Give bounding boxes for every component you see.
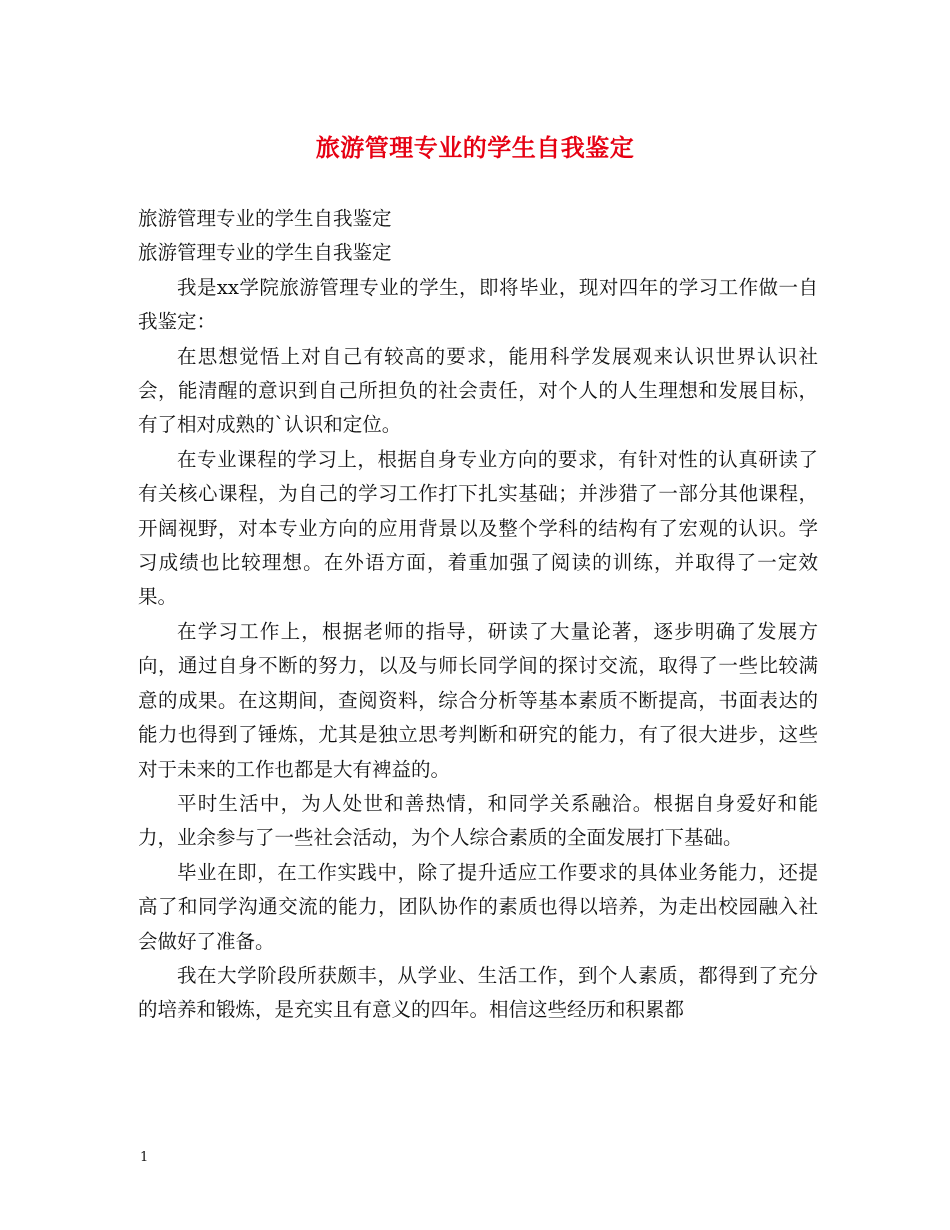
paragraph-daily-life: 平时生活中，为人处世和善热情，和同学关系融洽。根据自身爱好和能力，业余参与了一些社会活动，为个人综合素质的全面发展打下基础。 (138, 791, 818, 850)
paragraph-study-work: 在学习工作上，根据老师的指导，研读了大量论著，逐步明确了发展方向，通过自身不断的努力，以及与师长同学间的探讨交流，取得了一些比较满意的成果。在这期间，查阅资料，综合分析等基本素质不断提高，书面表达的能力也得到了锤炼，尤其是独立思考判断和研究的能力，有了很大进步，这些对于未来的工作也都是大有裨益的。 (138, 619, 818, 781)
paragraph-ideology: 在思想觉悟上对自己有较高的要求，能用科学发展观来认识世界认识社会，能清醒的意识到自己所担负的社会责任，对个人的人生理想和发展目标，有了相对成熟的`认识和定位。 (138, 344, 818, 437)
paragraph-summary: 我在大学阶段所获颇丰，从学业、生活工作，到个人素质，都得到了充分的培养和锻炼，是充实且有意义的四年。相信这些经历和积累都 (138, 963, 818, 1022)
document-body (138, 202, 818, 1028)
paragraph-courses: 在专业课程的学习上，根据自身专业方向的要求，有针对性的认真研读了有关核心课程，为自己的学习工作打下扎实基础；并涉猎了一部分其他课程，开阔视野，对本专业方向的应用背景以及整个学科的结构有了宏观的认识。学习成绩也比较理想。在外语方面，着重加强了阅读的训练，并取得了一定效果。 (138, 447, 818, 609)
document-title: 旅游管理专业的学生自我鉴定 (315, 133, 635, 162)
subtitle-line: 旅游管理专业的学生自我鉴定 (138, 207, 392, 230)
paragraph-intro: 我是xx学院旅游管理专业的学生，即将毕业，现对四年的学习工作做一自我鉴定： (138, 275, 818, 334)
page-number: 1 (140, 1150, 149, 1165)
paragraph-graduation: 毕业在即，在工作实践中，除了提升适应工作要求的具体业务能力，还提高了和同学沟通交流的能力，团队协作的素质也得以培养，为走出校园融入社会做好了准备。 (138, 860, 818, 953)
subtitle-line: 旅游管理专业的学生自我鉴定 (138, 241, 392, 265)
